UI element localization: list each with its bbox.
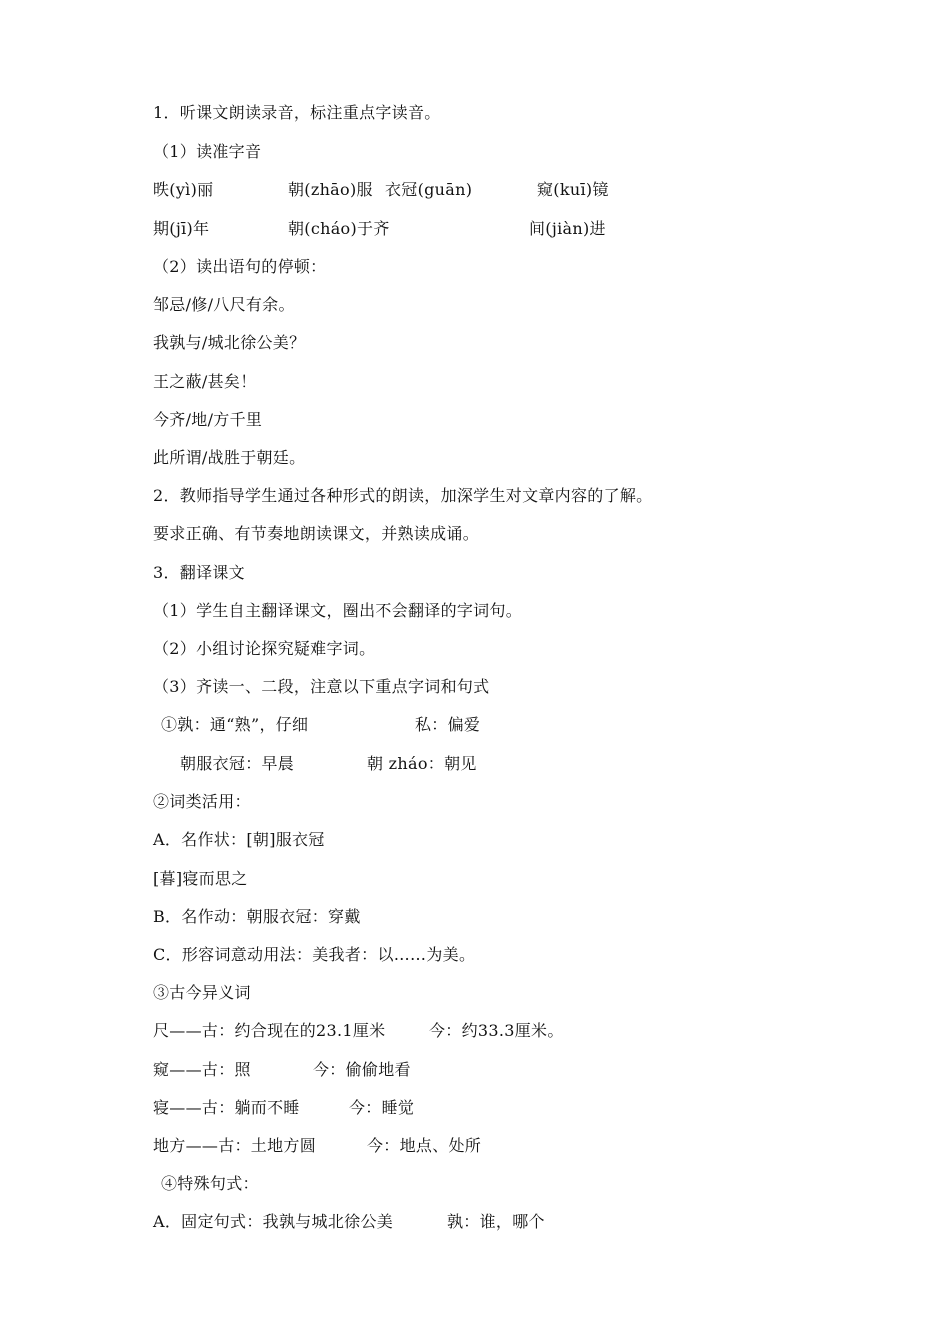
ancient-meaning: 窥——古：照 — [153, 1060, 251, 1079]
word-class-a: A．名作状：[朝]服衣冠 — [153, 830, 325, 849]
section-1-sub-1: （1）读准字音 — [153, 142, 262, 161]
ancient-modern-row — [153, 1134, 853, 1158]
pron-item: 朝(cháo)于齐 — [288, 219, 390, 238]
section-1-title: 1．听课文朗读录音，标注重点字读音。 — [153, 103, 441, 122]
section-3-sub-3: （3）齐读一、二段，注意以下重点字词和句式 — [153, 677, 490, 696]
pron-item: 窥(kuī)镜 — [537, 180, 609, 199]
pronunciation-row-1 — [153, 178, 853, 202]
key-word-item: 朝 zháo：朝见 — [367, 754, 477, 773]
ancient-meaning: 尺——古：约合现在的23.1厘米 — [153, 1021, 386, 1040]
section-3-sub-1: （1）学生自主翻译课文，圈出不会翻译的字词句。 — [153, 601, 523, 620]
modern-meaning: 今：偷偷地看 — [313, 1060, 411, 1079]
pron-item: 间(jiàn)进 — [529, 219, 606, 238]
pron-item: 朝(zhāo)服 — [288, 180, 373, 199]
section-2-title: 2．教师指导学生通过各种形式的朗读，加深学生对文章内容的了解。 — [153, 486, 653, 505]
key-word-item: 私：偏爱 — [415, 715, 481, 734]
word-class-a-2: [暮]寝而思之 — [153, 869, 248, 888]
ancient-modern-row — [153, 1058, 853, 1082]
key-word-item: ①孰：通“熟”，仔细 — [161, 715, 309, 734]
word-class-title: ②词类活用： — [153, 792, 251, 811]
word-class-c: C．形容词意动用法：美我者：以……为美。 — [153, 945, 476, 964]
key-words-row-1 — [153, 713, 853, 737]
ancient-modern-title: ③古今异义词 — [153, 983, 251, 1002]
pron-item: 昳(yì)丽 — [153, 180, 214, 199]
pron-item: 期(jī)年 — [153, 219, 210, 238]
special-sentence-note: 孰：谁，哪个 — [447, 1212, 545, 1231]
pause-sentence: 今齐/地/方千里 — [153, 410, 263, 429]
section-2-body: 要求正确、有节奏地朗读课文，并熟读成诵。 — [153, 524, 480, 543]
ancient-meaning: 地方——古：土地方圆 — [153, 1136, 317, 1155]
modern-meaning: 今：地点、处所 — [367, 1136, 482, 1155]
pause-sentence: 我孰与/城北徐公美？ — [153, 333, 306, 352]
pronunciation-row-2 — [153, 217, 853, 241]
key-word-item: 朝服衣冠：早晨 — [180, 754, 295, 773]
modern-meaning: 今：约33.3厘米。 — [429, 1021, 564, 1040]
special-sentence-title: ④特殊句式： — [161, 1174, 259, 1193]
section-1-sub-2: （2）读出语句的停顿： — [153, 257, 327, 276]
ancient-modern-row — [153, 1019, 853, 1043]
modern-meaning: 今：睡觉 — [349, 1098, 415, 1117]
section-3-sub-2: （2）小组讨论探究疑难字词。 — [153, 639, 376, 658]
special-sentence-a — [153, 1210, 853, 1234]
pause-sentence: 王之蔽/甚矣！ — [153, 372, 257, 391]
pause-sentence: 邹忌/修/八尺有余。 — [153, 295, 295, 314]
special-sentence-example: A．固定句式：我孰与城北徐公美 — [153, 1212, 394, 1231]
pron-item: 衣冠(guān) — [385, 180, 473, 199]
word-class-b: B．名作动：朝服衣冠：穿戴 — [153, 907, 361, 926]
pause-sentence: 此所谓/战胜于朝廷。 — [153, 448, 306, 467]
ancient-modern-row — [153, 1096, 853, 1120]
ancient-meaning: 寝——古：躺而不睡 — [153, 1098, 300, 1117]
section-3-title: 3．翻译课文 — [153, 563, 245, 582]
key-words-row-2 — [153, 752, 853, 776]
